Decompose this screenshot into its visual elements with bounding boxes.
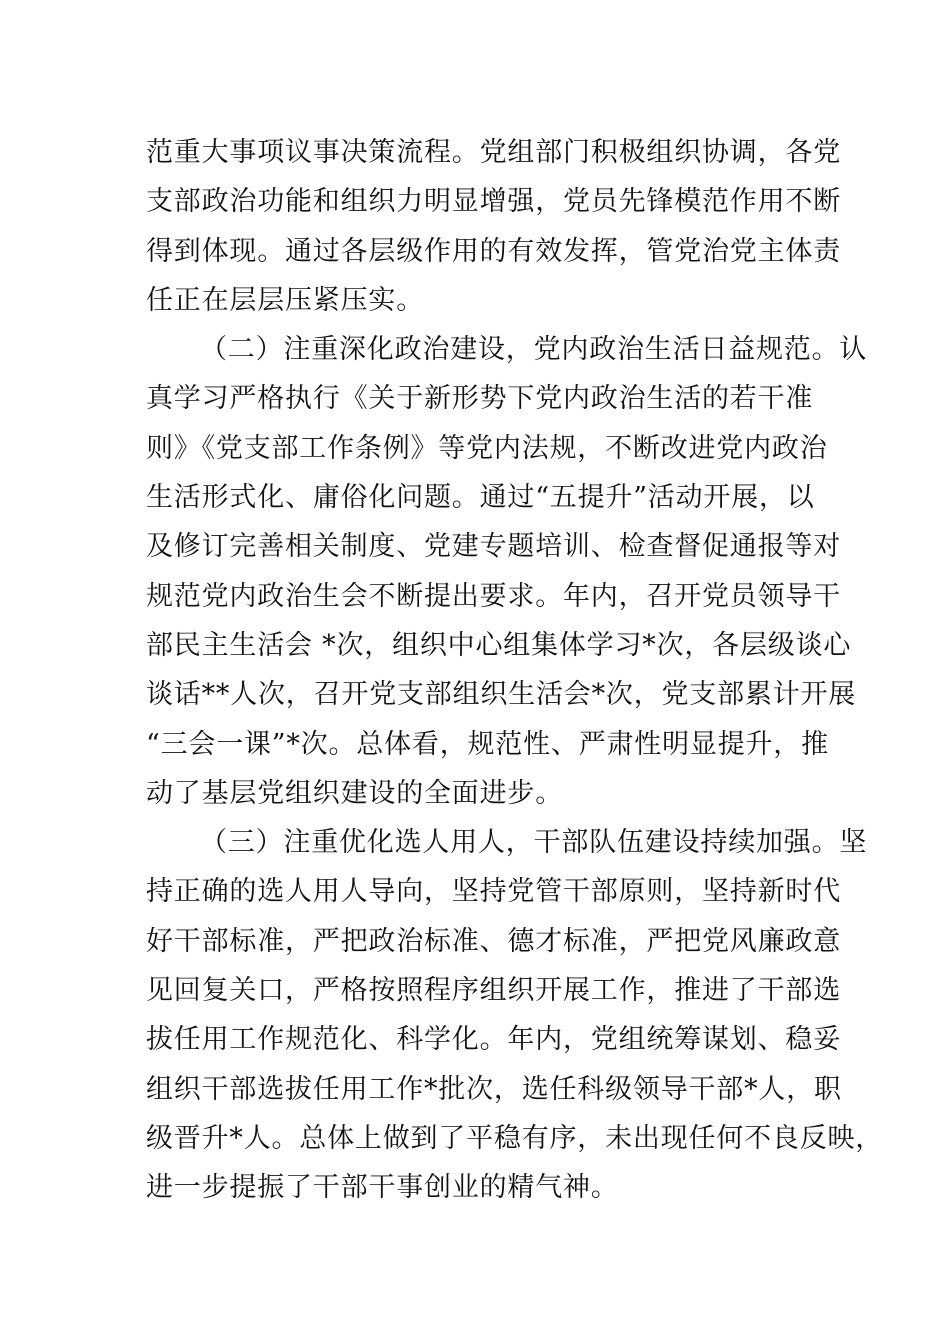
text-line: 及修订完善相关制度、党建专题培训、检查督促通报等对 — [146, 531, 841, 563]
text-line: 谈话**人次，召开党支部组织生活会*次，党支部累计开展 — [146, 679, 857, 711]
text-line: 拔任用工作规范化、科学化。年内，党组统筹谋划、稳妥 — [146, 1024, 841, 1056]
text-line: 级晋升*人。总体上做到了平稳有序，未出现任何不良反映， — [146, 1122, 884, 1154]
text-line: 支部政治功能和组织力明显增强，党员先锋模范作用不断 — [146, 186, 841, 218]
text-line: 规范党内政治生会不断提出要求。年内，召开党员领导干 — [146, 580, 841, 612]
text-line: 见回复关口，严格按照程序组织开展工作，推进了干部选 — [146, 975, 841, 1007]
text-line: 任正在层层压紧压实。 — [146, 284, 424, 316]
text-line: 得到体现。通过各层级作用的有效发挥，管党治党主体责 — [146, 235, 841, 267]
text-line: “三会一课”*次。总体看，规范性、严肃性明显提升，推 — [146, 728, 829, 760]
text-line: 动了基层党组织建设的全面进步。 — [146, 777, 563, 809]
text-line: 组织干部选拔任用工作*批次，选任科级领导干部*人，职 — [146, 1073, 842, 1105]
text-line: 范重大事项议事决策流程。党组部门积极组织协调，各党 — [146, 137, 841, 168]
section-2-heading-line: （二）注重深化政治建设，党内政治生活日益规范。认 — [200, 334, 868, 366]
paragraph-continuation — [146, 128, 841, 325]
text-line: 则》《党支部工作条例》等党内法规，不断改进党内政治 — [146, 432, 828, 464]
text-line: 好干部标准，严把政治标准、德才标准，严把党风廉政意 — [146, 925, 841, 957]
section-3-heading-line: （三）注重优化选人用人，干部队伍建设持续加强。坚 — [200, 827, 868, 859]
text-line: 生活形式化、庸俗化问题。通过“五提升”活动开展，以 — [146, 482, 815, 514]
paragraph-section-2 — [146, 325, 868, 818]
text-line: 持正确的选人用人导向，坚持党管干部原则，坚持新时代 — [146, 876, 841, 908]
text-line: 进一步提振了干部干事创业的精气神。 — [146, 1172, 619, 1204]
text-line: 真学习严格执行《关于新形势下党内政治生活的若干准 — [146, 383, 814, 415]
document-body — [146, 128, 884, 1213]
text-line: 部民主生活会 *次，组织中心组集体学习*次，各层级谈心 — [146, 629, 852, 661]
paragraph-section-3 — [146, 818, 884, 1212]
